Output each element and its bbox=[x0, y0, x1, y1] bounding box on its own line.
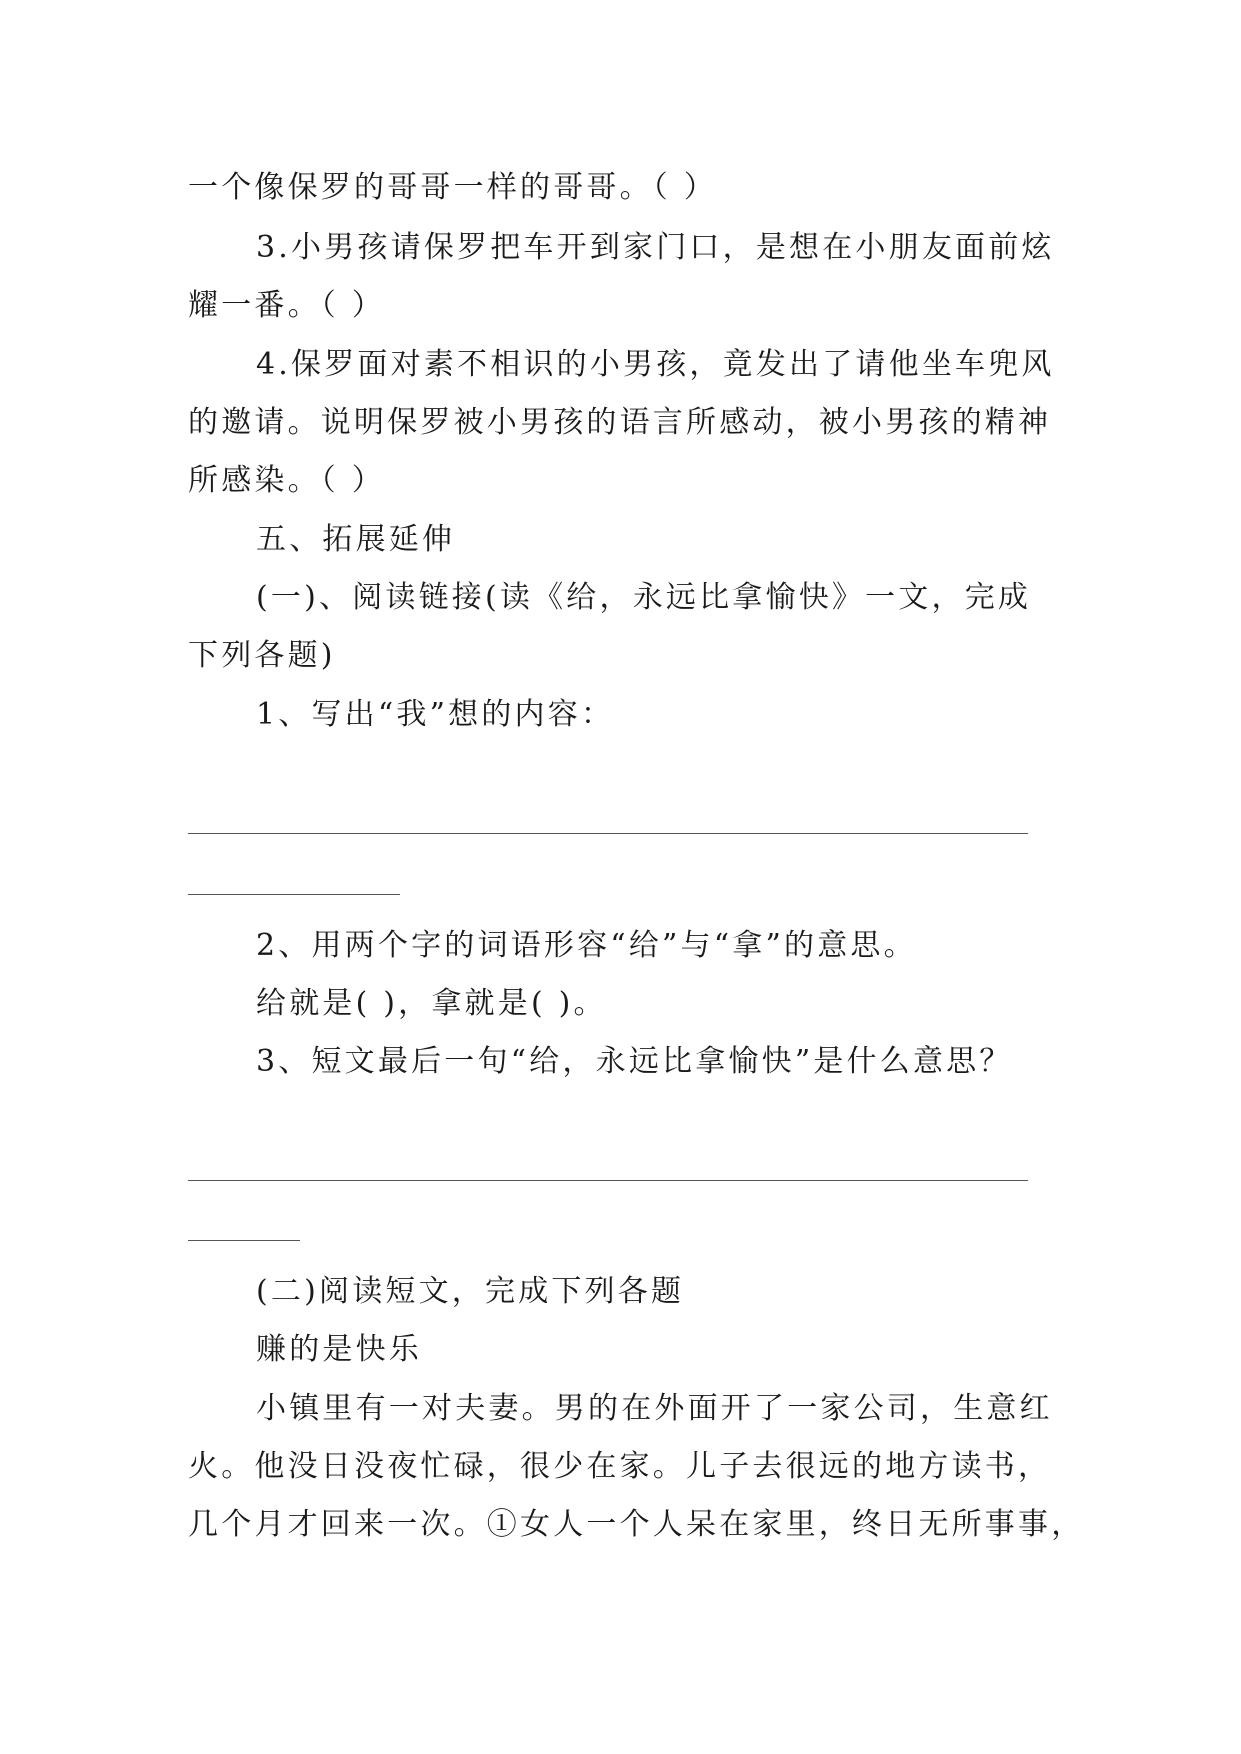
text-line: 4.保罗面对素不相识的小男孩，竟发出了请他坐车兜风 bbox=[256, 347, 1055, 382]
text-line: 火。他没日没夜忙碌，很少在家。儿子去很远的地方读书， bbox=[188, 1449, 1052, 1484]
passage-title: 赚的是快乐 bbox=[256, 1332, 422, 1367]
answer-blank-line bbox=[188, 833, 1028, 834]
text-line: 一个像保罗的哥哥一样的哥哥。（ ） bbox=[188, 170, 717, 205]
section-heading: 五、拓展延伸 bbox=[256, 522, 456, 557]
text-line: 给就是( )，拿就是( )。 bbox=[256, 986, 607, 1021]
section-heading: (二)阅读短文，完成下列各题 bbox=[256, 1274, 685, 1309]
answer-blank-line bbox=[188, 1240, 300, 1241]
answer-blank-line bbox=[188, 1180, 1028, 1181]
answer-blank-line bbox=[188, 894, 400, 895]
text-line: (一)、阅读链接(读《给，永远比拿愉快》一文，完成 bbox=[256, 580, 1032, 615]
question-line: 1、写出“我”想的内容： bbox=[256, 697, 615, 732]
text-line: 下列各题) bbox=[188, 638, 336, 673]
text-line: 所感染。（ ） bbox=[188, 463, 385, 498]
question-line: 3、短文最后一句“给，永远比拿愉快”是什么意思？ bbox=[256, 1044, 1013, 1079]
text-line: 小镇里有一对夫妻。男的在外面开了一家公司，生意红 bbox=[256, 1391, 1053, 1426]
question-line: 2、用两个字的词语形容“给”与“拿”的意思。 bbox=[256, 928, 917, 963]
text-line: 3.小男孩请保罗把车开到家门口，是想在小朋友面前炫 bbox=[256, 230, 1055, 265]
text-line: 几个月才回来一次。①女人一个人呆在家里，终日无所事事， bbox=[188, 1507, 1085, 1542]
text-line: 耀一番。（ ） bbox=[188, 288, 385, 323]
text-line: 的邀请。说明保罗被小男孩的语言所感动，被小男孩的精神 bbox=[188, 405, 1052, 440]
